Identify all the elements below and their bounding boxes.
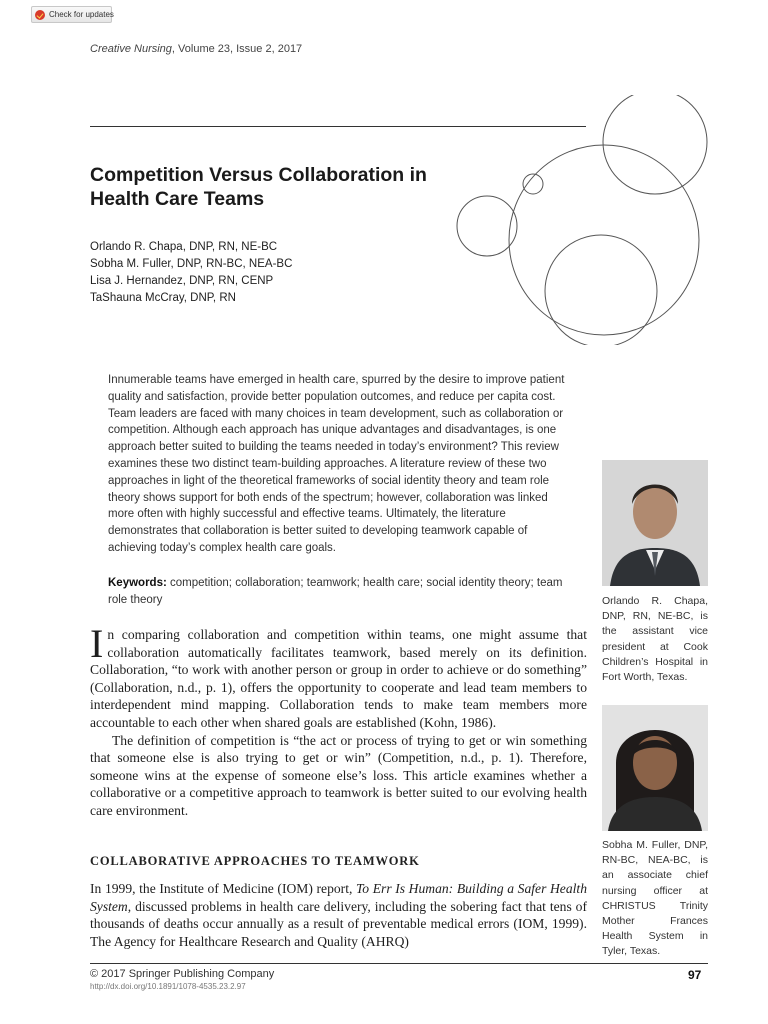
section-text bbox=[90, 880, 587, 950]
author-bio-fuller: Sobha M. Fuller, DNP, RN-BC, NEA-BC, is an associate chief nursing officer at CHRISTUS Trinity Mother Frances Health System in Tyler, Texas. bbox=[602, 839, 708, 958]
author-photo-fuller bbox=[602, 705, 708, 831]
body-paragraph: The definition of competition is “the act or process of trying to get or win something that someone else is also trying to get or win” (Competition, n.d., p. 1). Therefore, someone wins at the expense of someone else’s loss. This article examines whether a collaborative or a competitive approach to teamwork is better suited to our evolving health care environment. bbox=[90, 732, 587, 818]
title-line-1: Competition Versus Collaboration in bbox=[90, 164, 427, 186]
title-line-2: Health Care Teams bbox=[90, 188, 265, 210]
author-name: TaShauna McCray, DNP, RN bbox=[90, 292, 236, 304]
section-paragraph bbox=[90, 880, 587, 950]
author-name: Lisa J. Hernandez, DNP, RN, CENP bbox=[90, 275, 274, 287]
doi-link[interactable]: http://dx.doi.org/10.1891/1078-4535.23.2.97 bbox=[90, 982, 246, 991]
author-name: Orlando R. Chapa, DNP, RN, NE-BC bbox=[90, 241, 278, 253]
author-bio-chapa: Orlando R. Chapa, DNP, RN, NE-BC, is the assistant vice president at Cook Children’s Hospital in Fort Worth, Texas. bbox=[602, 595, 708, 684]
keywords bbox=[108, 575, 570, 609]
check-for-updates-label: Check for updates bbox=[49, 10, 114, 19]
author-list bbox=[90, 239, 292, 307]
journal-issue-details: , Volume 23, Issue 2, 2017 bbox=[171, 43, 303, 55]
drop-cap: I bbox=[90, 621, 104, 666]
author-name: Sobha M. Fuller, DNP, RN-BC, NEA-BC bbox=[90, 258, 293, 270]
section-rest: , discussed problems in health care delivery, including the sobering fact that tens of thousands of deaths occur annually as a result of preventable medical errors (IOM, 1999). The Agency for Healthcare Research and Quality (AHRQ) bbox=[90, 898, 587, 949]
journal-citation bbox=[90, 43, 302, 55]
inner-circle bbox=[545, 235, 657, 345]
page-number: 97 bbox=[688, 968, 702, 982]
portrait-icon bbox=[602, 705, 708, 831]
decorative-circles bbox=[450, 95, 720, 345]
abstract: Innumerable teams have emerged in health care, spurred by the desire to improve patient quality and satisfaction, provide better population outcomes, and reduce per capita cost. Team leaders are faced with many choices in team development, such as collaboration or competition. Although each approach has unique advantages and disadvantages, is one approach better suited to building the teams needed in today’s environment? This review examines these two distinct team-building approaches. A literature review of these two approaches in light of the theoretical frameworks of social identity theory and team role theory shows support for both ends of the spectrum; however, collaboration was linked more often with highly successful and effective teams. Ultimately, the literature demonstrates that collaboration is better suited to developing teamwork capable of achieving today’s complex health care goals. bbox=[108, 374, 565, 554]
keywords-label: Keywords: bbox=[108, 577, 167, 589]
portrait-icon bbox=[602, 460, 708, 586]
author-photo-chapa bbox=[602, 460, 708, 586]
body-text bbox=[90, 621, 587, 820]
section-heading: COLLABORATIVE APPROACHES TO TEAMWORK bbox=[90, 854, 420, 868]
report-title: To Err Is Human: Building a Safer Health System bbox=[90, 881, 587, 914]
copyright-notice: © 2017 Springer Publishing Company bbox=[90, 968, 275, 980]
footer-rule bbox=[90, 963, 708, 964]
check-for-updates-button[interactable] bbox=[31, 6, 112, 23]
update-check-icon bbox=[35, 10, 45, 20]
keywords-text: competition; collaboration; teamwork; health care; social identity theory; team role theory bbox=[108, 577, 563, 606]
article-title bbox=[90, 163, 470, 211]
large-circle bbox=[509, 145, 699, 335]
body-paragraph bbox=[90, 621, 587, 732]
paragraph-text: n comparing collaboration and competition within teams, one might assume that collaboration automatically facilitates teamwork, based merely on its definition. Collaboration, “to work with another person or group in order to achieve or do something” (Collaboration, n.d., p. 1), offers the opportunity to cooperate and lead team members to interdependent mind mapping. Collaboration tends to make team members more accountable to each other when shared goals are established (Kohn, 1986). bbox=[90, 627, 587, 730]
journal-name: Creative Nursing bbox=[90, 43, 172, 55]
section-lead: In 1999, the Institute of Medicine (IOM) report, bbox=[90, 881, 356, 896]
top-right-circle bbox=[603, 95, 707, 194]
